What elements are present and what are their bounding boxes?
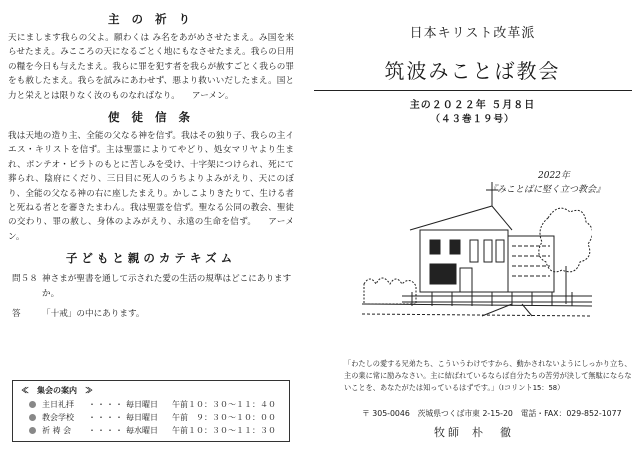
schedule-name: 祈 祷 会: [42, 426, 72, 435]
apostles-creed-amen: アーメン。: [8, 217, 294, 242]
pastor-name: 朴 徹: [472, 426, 514, 439]
schedule-dots: ・・・・・: [88, 413, 133, 422]
lords-prayer-title: 主 の 祈 り: [107, 12, 194, 26]
lords-prayer-text: [8, 31, 294, 103]
schedule-day: 毎日曜日: [126, 400, 158, 409]
bullet-icon: [29, 401, 36, 408]
church-address: 〒 305-0046 茨城県つくば市東 2-15-20 電話・FAX：029-852-1077: [362, 409, 622, 418]
bullet-icon: [29, 427, 36, 434]
left-panel: [8, 8, 294, 446]
schedule-dots: ・・・・・: [88, 426, 133, 435]
catechism-question: [12, 272, 294, 301]
volume-number: （４３巻１９号）: [430, 114, 515, 125]
schedule-time: 午前１０：３０～１１：４０: [172, 400, 276, 409]
lords-prayer-body: 天にまします我らの父よ。願わくは み名をあがめさせたまえ。み国を来らせたまえ。みこころの天になるごとく地にもなさせたまえ。我らの日用の糧を今日も与えたまえ。我らに罪を犯す者を我らが赦すごとく我らの罪をも赦したまえ。我らを試みにあわせず、悪より救いいだしたまえ。国と力と栄えとは限りなく汝のものなればなり。: [8, 33, 294, 101]
service-date: 主の２０２２年 ５月８日: [409, 100, 536, 111]
lords-prayer-amen: アーメン。: [191, 90, 234, 101]
header-divider: [314, 90, 632, 91]
schedule-title: ≪ 集会の案内 ≫: [21, 385, 93, 395]
meeting-schedule-box: [12, 380, 290, 442]
schedule-day: 毎日曜日: [126, 413, 158, 422]
catechism-title: 子どもと親のカテキズム: [65, 251, 237, 266]
apostles-creed-title: 使 徒 信 条: [107, 110, 194, 125]
annual-theme: 『みことばに堅く立つ教会』: [488, 185, 606, 195]
schedule-row: [21, 411, 281, 424]
schedule-row: [21, 424, 281, 437]
apostles-creed-body: 我は天地の造り主、全能の父なる神を信ず。我はその独り子、我らの主イエス・キリストを信ず。主は聖霊によりてやどり、処女マリヤより生まれ、ポンテオ・ピラトのもとに苦しみを受け、十字架につけられ、死にて葬られ、陰府にくだり、三日目に死人のうちよりよみがえり、天にのぼり、全能の父なる神の右に座したまえり。かしこよりきたりて、生ける者と死ねる者とを審きたまわん。我は聖霊を信ず。聖なる公同の教会、聖徒の交わり、罪の赦し、身体のよみがえり、永遠の生命を信ず。: [8, 131, 294, 228]
pastor-title: 牧師: [434, 426, 462, 439]
schedule-row: [21, 398, 281, 411]
answer-text: 「十戒」の中にあります。: [42, 309, 145, 320]
schedule-time: 午前 ９：３０～１０：００: [172, 413, 276, 422]
schedule-day: 毎水曜日: [126, 426, 158, 435]
denomination-name: 日本キリスト改革派: [409, 26, 536, 41]
pastor-line: [434, 424, 514, 440]
apostles-creed-text: [8, 129, 294, 244]
theme-year: 2022年: [538, 171, 570, 181]
schedule-name: 主日礼拝: [42, 400, 74, 409]
question-text: 神さまが聖書を通して示された愛の生活の規準はどこにありますか。: [42, 274, 292, 299]
catechism-answer: [12, 307, 294, 321]
question-label: 問５８: [12, 274, 38, 285]
answer-label: 答: [12, 309, 21, 320]
bible-verse: 「わたしの愛する兄弟たち、こういうわけですから、動かされないようにしっかり立ち、主の業に常に励みなさい。主に結ばれているならば自分たちの苦労が決して無駄にならないことを、あなたがたは知っているはずです。」（Ⅰコリント15：58）: [344, 359, 632, 392]
schedule-dots: ・・・・・: [88, 400, 133, 409]
bullet-icon: [29, 414, 36, 421]
schedule-time: 午前１０：３０～１１：３０: [172, 426, 276, 435]
schedule-name: 教会学校: [42, 413, 74, 422]
right-panel: [310, 8, 635, 446]
church-name: 筑波みことば教会: [384, 59, 561, 83]
